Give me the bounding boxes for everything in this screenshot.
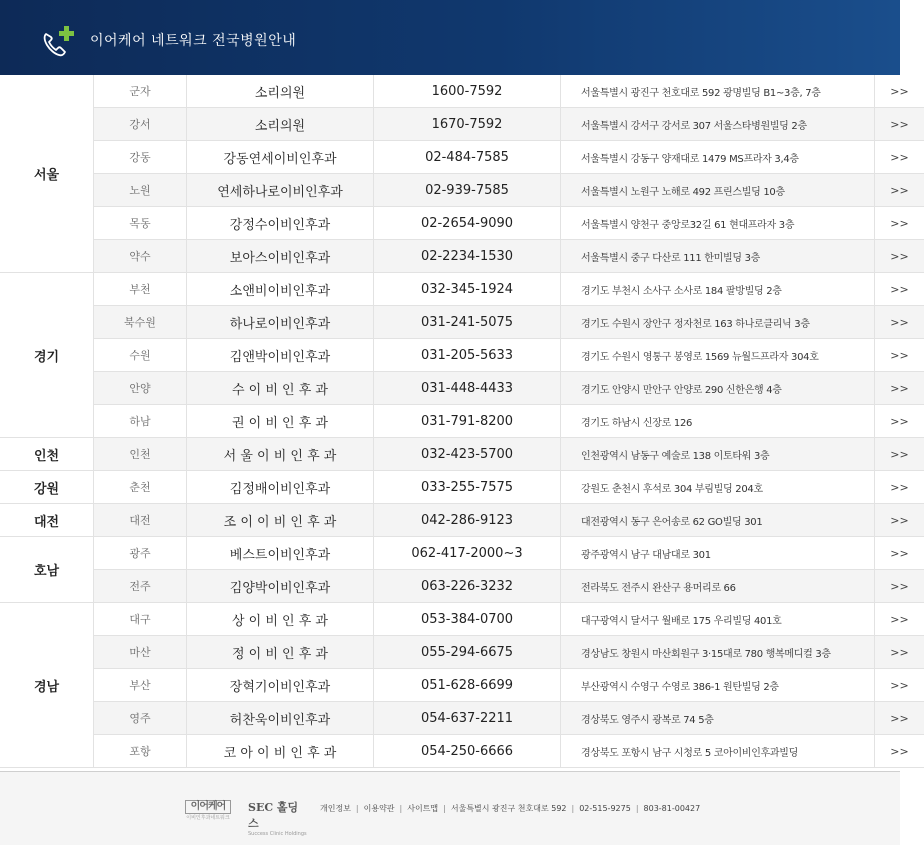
- detail-arrow-icon[interactable]: >>: [875, 273, 924, 306]
- hospital-name: 코 아 이 비 인 후 과: [187, 735, 374, 768]
- table-row[interactable]: [0, 669, 924, 702]
- phone-number: 054-250-6666: [374, 735, 561, 768]
- detail-arrow-icon[interactable]: >>: [875, 207, 924, 240]
- table-row[interactable]: [0, 372, 924, 405]
- city-cell: 영주: [94, 702, 187, 735]
- region-cell: 인천: [0, 438, 94, 471]
- city-cell: 대전: [94, 504, 187, 537]
- footer-phone: 02-515-9275: [579, 804, 631, 813]
- phone-number: 031-791-8200: [374, 405, 561, 438]
- hospital-name: 보아스이비인후과: [187, 240, 374, 273]
- phone-number: 032-423-5700: [374, 438, 561, 471]
- hospital-name: 소리의원: [187, 108, 374, 141]
- city-cell: 포항: [94, 735, 187, 768]
- city-cell: 전주: [94, 570, 187, 603]
- table-row[interactable]: [0, 405, 924, 438]
- detail-arrow-icon[interactable]: >>: [875, 240, 924, 273]
- city-cell: 약수: [94, 240, 187, 273]
- address-cell: 서울특별시 중구 다산로 111 한미빌딩 3층: [561, 240, 875, 273]
- region-cell: 강원: [0, 471, 94, 504]
- city-cell: 강서: [94, 108, 187, 141]
- address-cell: 서울특별시 양천구 중앙로32길 61 현대프라자 3층: [561, 207, 875, 240]
- city-cell: 목동: [94, 207, 187, 240]
- address-cell: 경기도 수원시 장안구 정자천로 163 하나로클리닉 3층: [561, 306, 875, 339]
- phone-plus-icon: [40, 24, 76, 58]
- hospital-name: 상 이 비 인 후 과: [187, 603, 374, 636]
- city-cell: 부산: [94, 669, 187, 702]
- city-cell: 군자: [94, 75, 187, 108]
- phone-number: 02-484-7585: [374, 141, 561, 174]
- hospital-name: 권 이 비 인 후 과: [187, 405, 374, 438]
- table-row[interactable]: [0, 240, 924, 273]
- city-cell: 마산: [94, 636, 187, 669]
- detail-arrow-icon[interactable]: >>: [875, 339, 924, 372]
- address-cell: 대구광역시 달서구 월배로 175 우리빌딩 401호: [561, 603, 875, 636]
- hospital-name: 김양박이비인후과: [187, 570, 374, 603]
- phone-number: 033-255-7575: [374, 471, 561, 504]
- hospital-name: 김앤박이비인후과: [187, 339, 374, 372]
- table-row[interactable]: [0, 75, 924, 108]
- region-cell: 경남: [0, 603, 94, 768]
- footer-separator: |: [400, 804, 403, 813]
- city-cell: 인천: [94, 438, 187, 471]
- hospital-name: 조 이 이 비 인 후 과: [187, 504, 374, 537]
- page-title: 이어케어 네트워크 전국병원안내: [90, 30, 296, 50]
- earcare-logo[interactable]: [185, 800, 231, 822]
- footer-business-number: 803-81-00427: [644, 804, 701, 813]
- detail-arrow-icon[interactable]: >>: [875, 108, 924, 141]
- detail-arrow-icon[interactable]: >>: [875, 504, 924, 537]
- table-row[interactable]: [0, 636, 924, 669]
- phone-number: 053-384-0700: [374, 603, 561, 636]
- phone-number: 1670-7592: [374, 108, 561, 141]
- detail-arrow-icon[interactable]: >>: [875, 702, 924, 735]
- city-cell: 노원: [94, 174, 187, 207]
- sec-holdings-logo-text: SEC 홀딩스: [248, 799, 308, 831]
- hospital-name: 하나로이비인후과: [187, 306, 374, 339]
- detail-arrow-icon[interactable]: >>: [875, 537, 924, 570]
- detail-arrow-icon[interactable]: >>: [875, 471, 924, 504]
- footer: [0, 771, 900, 845]
- phone-number: 051-628-6699: [374, 669, 561, 702]
- hospital-name: 허찬욱이비인후과: [187, 702, 374, 735]
- address-cell: 전라북도 전주시 완산구 용머리로 66: [561, 570, 875, 603]
- table-row[interactable]: [0, 438, 924, 471]
- hospital-name: 연세하나로이비인후과: [187, 174, 374, 207]
- city-cell: 강동: [94, 141, 187, 174]
- footer-separator: |: [356, 804, 359, 813]
- address-cell: 경상남도 창원시 마산회원구 3·15대로 780 행복메디컬 3층: [561, 636, 875, 669]
- footer-separator: |: [443, 804, 446, 813]
- hospital-name: 소앤비이비인후과: [187, 273, 374, 306]
- address-cell: 부산광역시 수영구 수영로 386-1 원탄빌딩 2층: [561, 669, 875, 702]
- phone-number: 02-939-7585: [374, 174, 561, 207]
- detail-arrow-icon[interactable]: >>: [875, 603, 924, 636]
- hospital-name: 베스트이비인후과: [187, 537, 374, 570]
- address-cell: 광주광역시 남구 대남대로 301: [561, 537, 875, 570]
- address-cell: 서울특별시 광진구 천호대로 592 광명빌딩 B1~3층, 7층: [561, 75, 875, 108]
- detail-arrow-icon[interactable]: >>: [875, 405, 924, 438]
- phone-number: 032-345-1924: [374, 273, 561, 306]
- table-row[interactable]: [0, 537, 924, 570]
- region-cell: 대전: [0, 504, 94, 537]
- city-cell: 수원: [94, 339, 187, 372]
- phone-number: 055-294-6675: [374, 636, 561, 669]
- hospital-name: 수 이 비 인 후 과: [187, 372, 374, 405]
- phone-number: 02-2654-9090: [374, 207, 561, 240]
- address-cell: 강원도 춘천시 후석로 304 부림빌딩 204호: [561, 471, 875, 504]
- hospital-name: 강정수이비인후과: [187, 207, 374, 240]
- hospital-name: 강동연세이비인후과: [187, 141, 374, 174]
- region-cell: 서울: [0, 75, 94, 273]
- city-cell: 북수원: [94, 306, 187, 339]
- address-cell: 경기도 하남시 신장로 126: [561, 405, 875, 438]
- address-cell: 경기도 안양시 만안구 안양로 290 신한은행 4층: [561, 372, 875, 405]
- footer-separator: |: [572, 804, 575, 813]
- phone-number: 054-637-2211: [374, 702, 561, 735]
- address-cell: 서울특별시 강동구 양재대로 1479 MS프라자 3,4층: [561, 141, 875, 174]
- detail-arrow-icon[interactable]: >>: [875, 669, 924, 702]
- city-cell: 안양: [94, 372, 187, 405]
- city-cell: 하남: [94, 405, 187, 438]
- sec-holdings-logo[interactable]: [248, 799, 308, 837]
- table-row[interactable]: [0, 603, 924, 636]
- detail-arrow-icon[interactable]: >>: [875, 306, 924, 339]
- hospital-name: 서 울 이 비 인 후 과: [187, 438, 374, 471]
- table-row[interactable]: [0, 174, 924, 207]
- address-cell: 경상북도 포항시 남구 시청로 5 코아이비인후과빌딩: [561, 735, 875, 768]
- table-row[interactable]: [0, 504, 924, 537]
- footer-links: [320, 803, 700, 814]
- table-row[interactable]: [0, 702, 924, 735]
- hospital-table: [0, 75, 924, 768]
- table-row[interactable]: [0, 570, 924, 603]
- sec-holdings-logo-subtext: Success Clinic Holdings: [248, 831, 308, 837]
- address-cell: 경기도 수원시 영통구 봉영로 1569 뉴월드프라자 304호: [561, 339, 875, 372]
- hospital-name: 김정배이비인후과: [187, 471, 374, 504]
- city-cell: 부천: [94, 273, 187, 306]
- detail-arrow-icon[interactable]: >>: [875, 174, 924, 207]
- footer-link-sitemap[interactable]: 사이트맵: [407, 804, 438, 813]
- table-row[interactable]: [0, 735, 924, 768]
- address-cell: 대전광역시 동구 은어송로 62 GO빌딩 301: [561, 504, 875, 537]
- detail-arrow-icon[interactable]: >>: [875, 735, 924, 768]
- phone-number: 062-417-2000~3: [374, 537, 561, 570]
- region-cell: 경기: [0, 273, 94, 438]
- earcare-logo-text: 이어케어: [185, 800, 231, 814]
- table-row[interactable]: [0, 207, 924, 240]
- city-cell: 대구: [94, 603, 187, 636]
- footer-separator: |: [636, 804, 639, 813]
- earcare-logo-subtext: 이비인후과네트워크: [185, 814, 231, 821]
- table-row[interactable]: [0, 141, 924, 174]
- table-row[interactable]: [0, 339, 924, 372]
- phone-number: 031-205-5633: [374, 339, 561, 372]
- table-row[interactable]: [0, 273, 924, 306]
- hospital-name: 정 이 비 인 후 과: [187, 636, 374, 669]
- phone-number: 1600-7592: [374, 75, 561, 108]
- address-cell: 경기도 부천시 소사구 소사로 184 팔방빌딩 2층: [561, 273, 875, 306]
- phone-number: 031-241-5075: [374, 306, 561, 339]
- table-row[interactable]: [0, 108, 924, 141]
- region-cell: 호남: [0, 537, 94, 603]
- address-cell: 서울특별시 강서구 강서로 307 서울스타병원빌딩 2층: [561, 108, 875, 141]
- phone-number: 02-2234-1530: [374, 240, 561, 273]
- hospital-name: 소리의원: [187, 75, 374, 108]
- city-cell: 광주: [94, 537, 187, 570]
- address-cell: 서울특별시 노원구 노해로 492 프린스빌딩 10층: [561, 174, 875, 207]
- address-cell: 인천광역시 남동구 예술로 138 이토타워 3층: [561, 438, 875, 471]
- phone-number: 031-448-4433: [374, 372, 561, 405]
- detail-arrow-icon[interactable]: >>: [875, 75, 924, 108]
- city-cell: 춘천: [94, 471, 187, 504]
- table-row[interactable]: [0, 306, 924, 339]
- detail-arrow-icon[interactable]: >>: [875, 636, 924, 669]
- detail-arrow-icon[interactable]: >>: [875, 372, 924, 405]
- phone-number: 042-286-9123: [374, 504, 561, 537]
- table-row[interactable]: [0, 471, 924, 504]
- footer-link-terms[interactable]: 이용약관: [364, 804, 395, 813]
- detail-arrow-icon[interactable]: >>: [875, 438, 924, 471]
- detail-arrow-icon[interactable]: >>: [875, 141, 924, 174]
- hospital-name: 장혁기이비인후과: [187, 669, 374, 702]
- page-header: [0, 0, 900, 75]
- address-cell: 경상북도 영주시 광복로 74 5층: [561, 702, 875, 735]
- detail-arrow-icon[interactable]: >>: [875, 570, 924, 603]
- phone-number: 063-226-3232: [374, 570, 561, 603]
- footer-link-privacy[interactable]: 개인정보: [320, 804, 351, 813]
- footer-address: 서울특별시 광진구 천호대로 592: [451, 804, 567, 813]
